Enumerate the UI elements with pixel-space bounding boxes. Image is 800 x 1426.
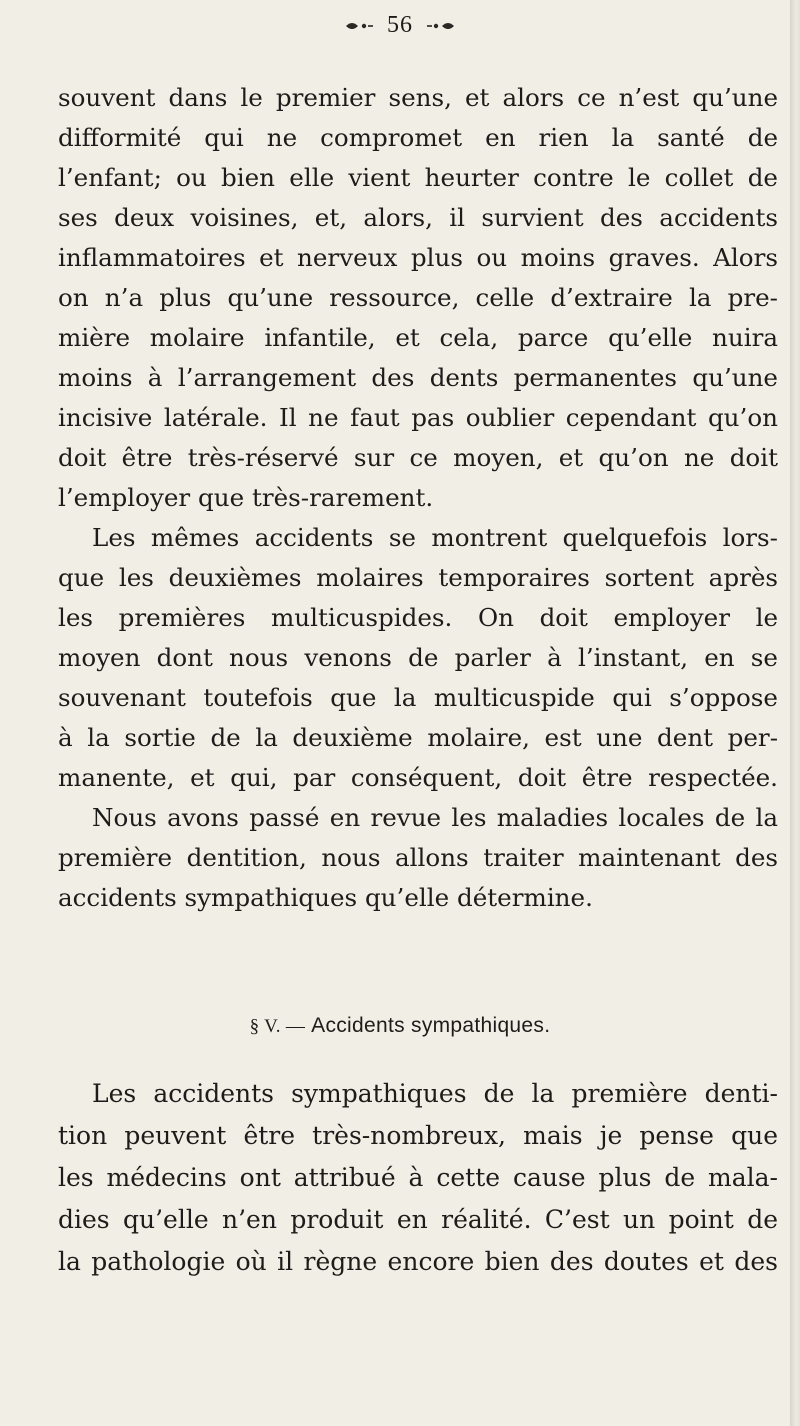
text-line: souvenant toutefois que la multicuspide qui s’oppose (58, 683, 778, 712)
text-line: l’enfant; ou bien elle vient heurter contre le collet de (58, 163, 778, 192)
section-title: Accidents sympathiques. (311, 1014, 551, 1037)
text-line: moins à l’arrangement des dents permanentes qu’une (58, 363, 778, 392)
text-line: à la sortie de la deuxième molaire, est une dent per- (58, 723, 778, 752)
right-ornament-icon (426, 20, 456, 32)
text-line: difformité qui ne compromet en rien la santé de (58, 123, 778, 152)
text-line: inflammatoires et nerveux plus ou moins graves. Alors (58, 243, 778, 272)
text-line: les premières multicuspides. On doit employer le (58, 603, 778, 632)
text-line: on n’a plus qu’une ressource, celle d’extraire la pre- (58, 283, 778, 312)
text-line: manente, et qui, par conséquent, doit être respectée. (58, 763, 778, 792)
text-line: Les mêmes accidents se montrent quelquefois lors- (92, 523, 778, 552)
text-line: première dentition, nous allons traiter maintenant des (58, 843, 778, 872)
section-mark: § V. — (249, 1016, 306, 1037)
text-line: incisive latérale. Il ne faut pas oublier cependant qu’on (58, 403, 778, 432)
text-line: Les accidents sympathiques de la première denti- (92, 1079, 778, 1108)
text-line: doit être très-réservé sur ce moyen, et qu’on ne doit (58, 443, 778, 472)
text-line: dies qu’elle n’en produit en réalité. C’est un point de (58, 1205, 778, 1234)
section-heading (0, 1014, 800, 1038)
text-line: tion peuvent être très-nombreux, mais je pense que (58, 1121, 778, 1150)
page-number: 56 (387, 12, 413, 38)
text-line: ses deux voisines, et, alors, il survient des accidents (58, 203, 778, 232)
page-edge (790, 0, 800, 1426)
page-header (0, 12, 800, 39)
text-line: souvent dans le premier sens, et alors ce n’est qu’une (58, 83, 778, 112)
text-line: l’employer que très-rarement. (58, 483, 434, 512)
text-line: mière molaire infantile, et cela, parce qu’elle nuira (58, 323, 778, 352)
text-line: que les deuxièmes molaires temporaires sortent après (58, 563, 778, 592)
text-line: la pathologie où il règne encore bien des doutes et des (58, 1247, 778, 1276)
text-line: accidents sympathiques qu’elle détermine. (58, 883, 593, 912)
text-line: les médecins ont attribué à cette cause plus de mala- (58, 1163, 778, 1192)
body-text-top (58, 78, 778, 918)
body-text-bottom (58, 1073, 778, 1283)
text-line: Nous avons passé en revue les maladies locales de la (92, 803, 778, 832)
text-line: moyen dont nous venons de parler à l’instant, en se (58, 643, 778, 672)
left-ornament-icon (344, 20, 374, 32)
